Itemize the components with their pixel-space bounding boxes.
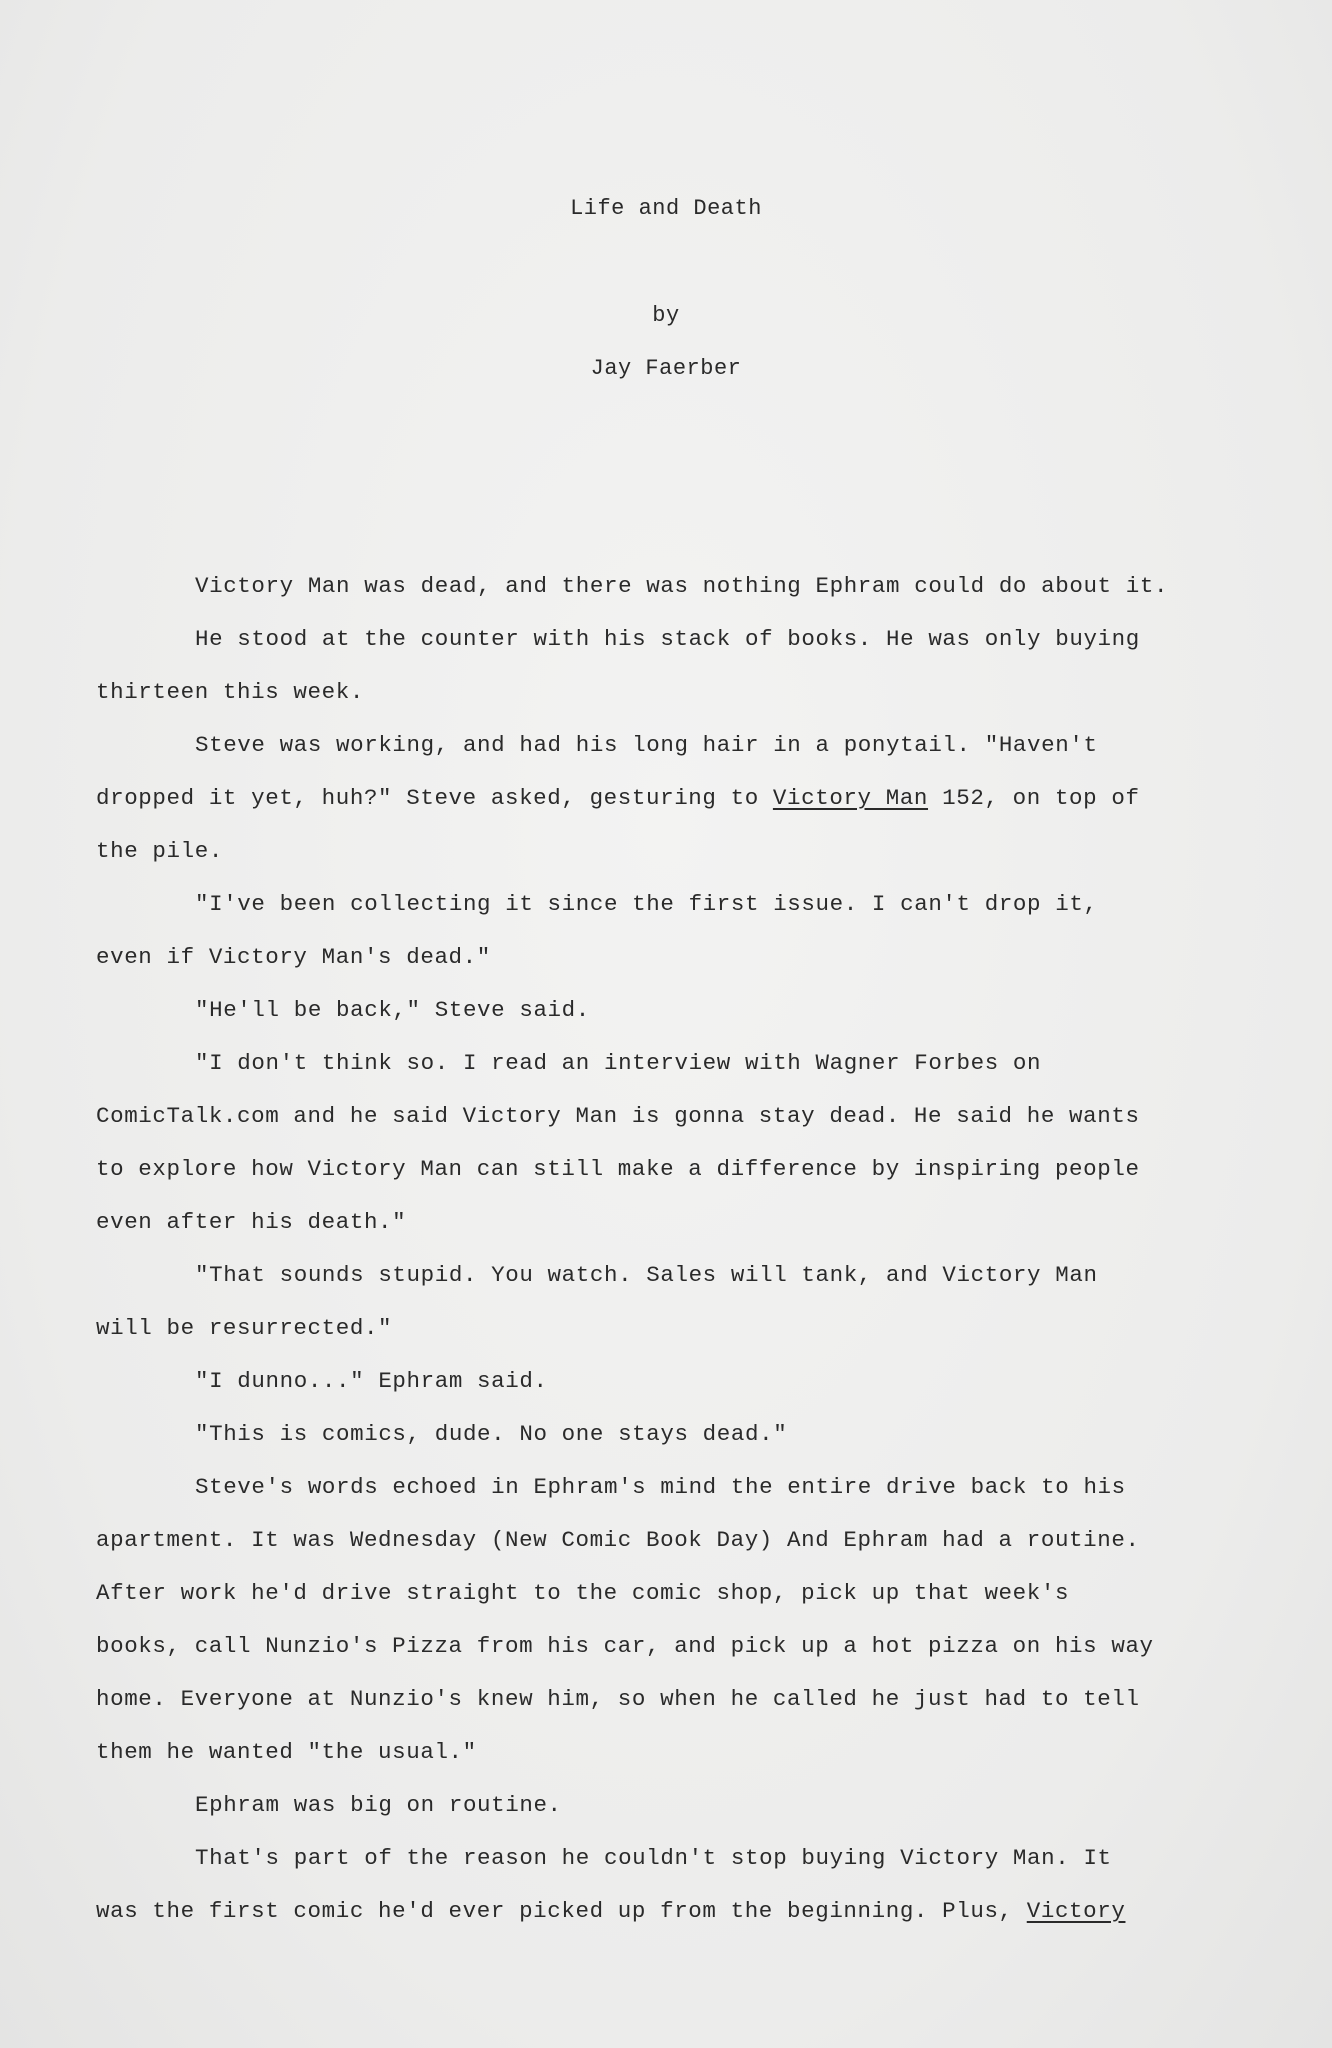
text-line: even after his death." bbox=[96, 1209, 407, 1235]
story-body bbox=[96, 560, 1236, 1938]
text-segment: dropped it yet, huh?" Steve asked, gesturing to bbox=[96, 785, 773, 811]
underlined-title: Victory Man bbox=[772, 785, 929, 811]
text-line: even if Victory Man's dead." bbox=[96, 944, 491, 970]
text-line: "I don't think so. I read an interview with Wagner Forbes on bbox=[195, 1050, 1042, 1076]
text-line: He stood at the counter with his stack of books. He was only buying bbox=[195, 626, 1140, 652]
story-title: Life and Death bbox=[570, 196, 762, 221]
text-line: "This is comics, dude. No one stays dead." bbox=[195, 1421, 788, 1447]
text-line: to explore how Victory Man can still make a difference by inspiring people bbox=[96, 1156, 1140, 1182]
text-line bbox=[96, 1885, 1236, 1938]
text-line: will be resurrected." bbox=[96, 1315, 393, 1341]
text-line: apartment. It was Wednesday (New Comic Book Day) And Ephram had a routine. bbox=[96, 1527, 1140, 1553]
text-line: books, call Nunzio's Pizza from his car, and pick up a hot pizza on his way bbox=[96, 1633, 1154, 1659]
text-line: "He'll be back," Steve said. bbox=[195, 997, 590, 1023]
text-segment: was the first comic he'd ever picked up from the beginning. Plus, bbox=[96, 1898, 1027, 1924]
text-line: That's part of the reason he couldn't stop buying Victory Man. It bbox=[195, 1845, 1112, 1871]
text-segment: 152, on top of bbox=[928, 785, 1140, 811]
text-line: thirteen this week. bbox=[96, 679, 364, 705]
text-line: Steve's words echoed in Ephram's mind the entire drive back to his bbox=[195, 1474, 1126, 1500]
text-line: Victory Man was dead, and there was nothing Ephram could do about it. bbox=[195, 573, 1169, 599]
text-line: "That sounds stupid. You watch. Sales will tank, and Victory Man bbox=[195, 1262, 1098, 1288]
text-line: "I've been collecting it since the first issue. I can't drop it, bbox=[195, 891, 1098, 917]
text-line: home. Everyone at Nunzio's knew him, so when he called he just had to tell bbox=[96, 1686, 1140, 1712]
text-line: the pile. bbox=[96, 838, 223, 864]
text-line: Ephram was big on routine. bbox=[195, 1792, 562, 1818]
byline: by bbox=[652, 303, 680, 328]
text-line: ComicTalk.com and he said Victory Man is gonna stay dead. He said he wants bbox=[96, 1103, 1140, 1129]
text-line: Steve was working, and had his long hair in a ponytail. "Haven't bbox=[195, 732, 1098, 758]
underlined-title: Victory bbox=[1026, 1898, 1126, 1924]
text-line: After work he'd drive straight to the comic shop, pick up that week's bbox=[96, 1580, 1070, 1606]
author-name: Jay Faerber bbox=[590, 356, 742, 381]
text-line bbox=[96, 772, 1236, 825]
text-line: "I dunno..." Ephram said. bbox=[195, 1368, 548, 1394]
text-line: them he wanted "the usual." bbox=[96, 1739, 477, 1765]
